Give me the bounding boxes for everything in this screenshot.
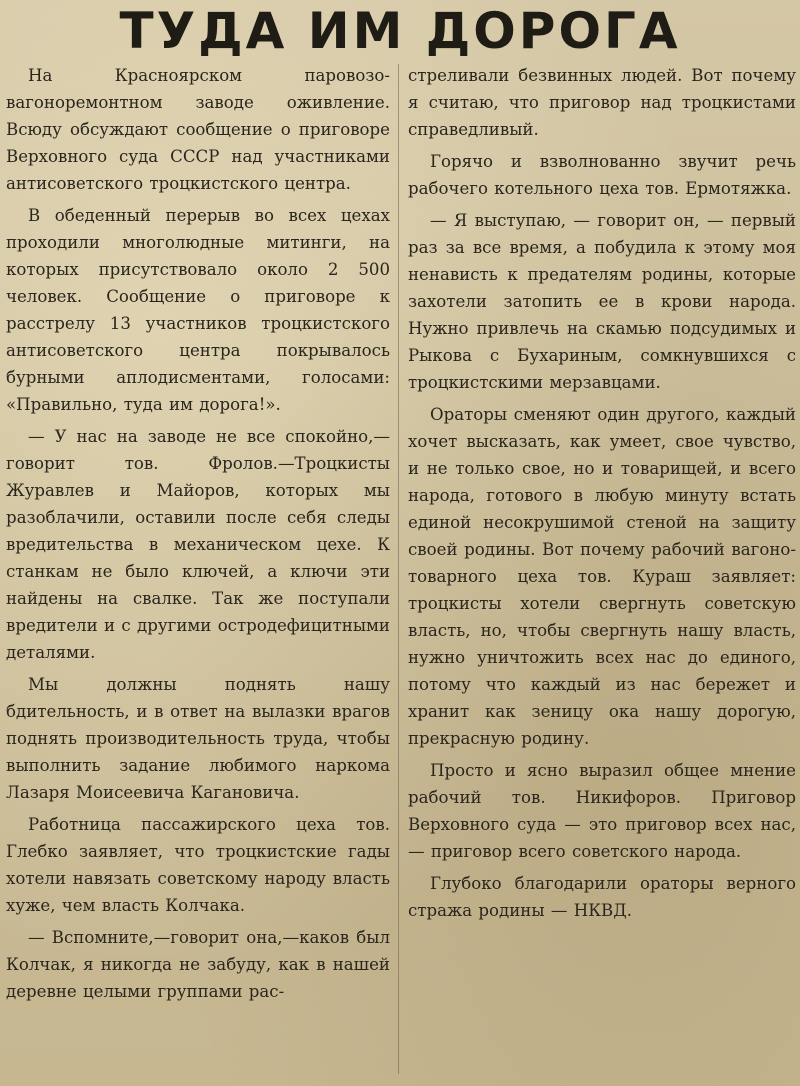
- paragraph: Работница пассажирского цеха тов. Глебко заявляет, что троцкистские гады хотели навязать советскому народу власть хуже, чем власть Колчака.: [6, 815, 390, 915]
- paragraph: стреливали безвинных людей. Вот почему я считаю, что приговор над троцкистами справедливый.: [408, 66, 796, 139]
- article-column-left: [6, 62, 390, 1010]
- paragraph: Мы должны поднять нашу бдительность, и в ответ на вылазки врагов поднять производительность труда, чтобы выполнить задание любимого наркома Лазаря Моисеевича Кагановича.: [6, 675, 390, 802]
- column-divider: [398, 64, 399, 1074]
- paragraph: Просто и ясно выразил общее мнение рабочий тов. Никифоров. Приговор Верховного суда — это приговор всех нас, — приговор всего советского народа.: [408, 761, 796, 861]
- article-column-right: [408, 62, 796, 929]
- headline: ТУДА ИМ ДОРОГА: [119, 2, 681, 60]
- paragraph: — Я выступаю, — говорит он, — первый раз за все время, а побудила к этому моя ненависть к предателям родины, которые захотели затопить ее в крови народа. Нужно привлечь на скамью подсудимых и Рыкова с Бухариным, сомкнувшихся с троцкистскими мерзавцами.: [408, 211, 796, 392]
- paragraph: — У нас на заводе не все спокойно,—говорит тов. Фролов.—Троцкисты Журавлев и Майоров, которых мы разоблачили, оставили после себя следы вредительства в механическом цехе. К станкам не было ключей, а ключи эти найдены на свалке. Так же поступали вредители и с другими остродефицитными деталями.: [6, 427, 390, 662]
- paragraph: На Красноярском паровозо-вагоноремонтном заводе оживление. Всюду обсуждают сообщение о приговоре Верховного суда СССР над участниками антисоветского троцкистского центра.: [6, 66, 390, 193]
- paragraph: В обеденный перерыв во всех цехах проходили многолюдные митинги, на которых присутствовало около 2 500 человек. Сообщение о приговоре к расстрелу 13 участников троцкистского антисоветского центра покрывалось бурными аплодисментами, голосами: «Правильно, туда им дорога!».: [6, 206, 390, 414]
- paragraph: — Вспомните,—говорит она,—каков был Колчак, я никогда не забуду, как в нашей деревне целыми группами рас-: [6, 928, 390, 1001]
- paragraph: Глубоко благодарили ораторы верного стража родины — НКВД.: [408, 874, 796, 920]
- paragraph: Горячо и взволнованно звучит речь рабочего котельного цеха тов. Ермотяжка.: [408, 152, 796, 198]
- paragraph: Ораторы сменяют один другого, каждый хочет высказать, как умеет, свое чувство, и не только свое, но и товарищей, и всего народа, готового в любую минуту встать единой несокрушимой стеной на защиту своей родины. Вот почему рабочий вагоно-товарного цеха тов. Кураш заявляет: троцкисты хотели свергнуть советскую власть, но, чтобы свергнуть нашу власть, нужно уничтожить всех нас до единого, потому что каждый из нас бережет и хранит как зеницу ока нашу дорогую, прекрасную родину.: [408, 405, 796, 748]
